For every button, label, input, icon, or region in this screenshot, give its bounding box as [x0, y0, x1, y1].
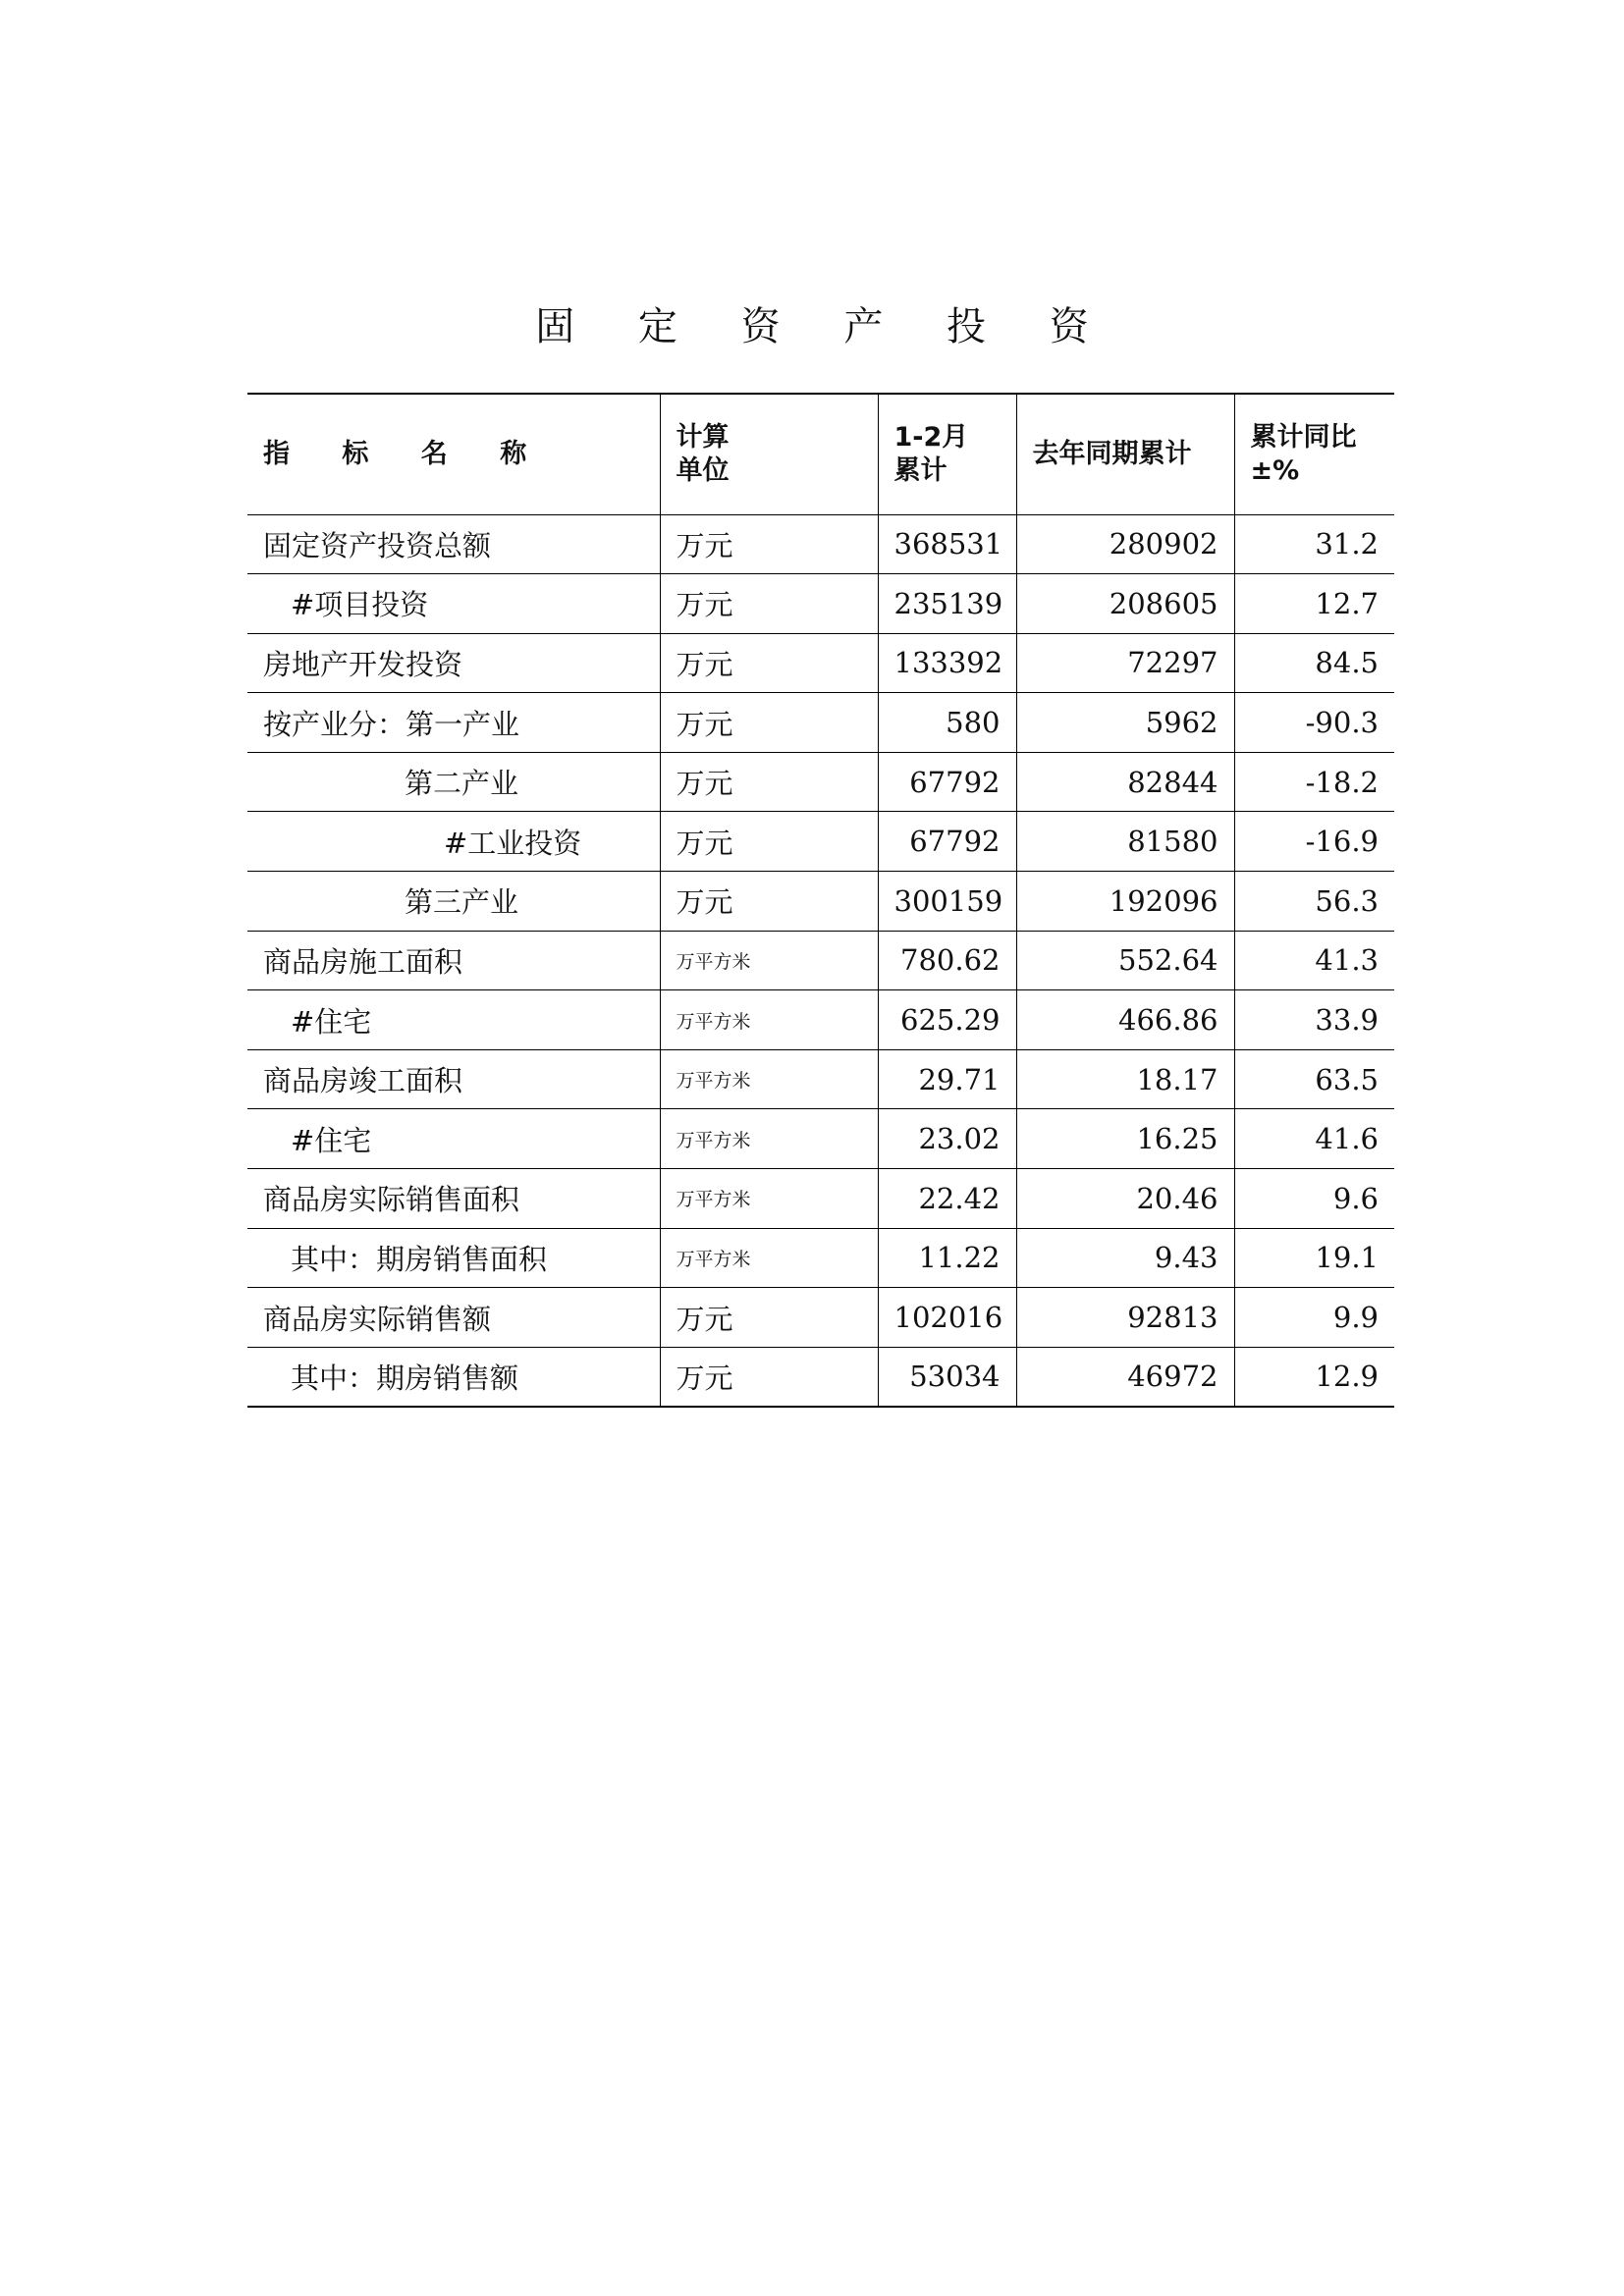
row-previous: 5962 [1016, 693, 1234, 753]
row-name: #项目投资 [247, 574, 660, 634]
row-name: 商品房施工面积 [247, 931, 660, 990]
row-change: -18.2 [1234, 752, 1394, 812]
row-change: 12.7 [1234, 574, 1394, 634]
row-current: 53034 [878, 1347, 1016, 1407]
row-current: 625.29 [878, 990, 1016, 1050]
table-row [247, 693, 1394, 753]
table-row [247, 633, 1394, 693]
row-unit: 万平方米 [660, 990, 878, 1050]
row-name: 第三产业 [247, 872, 660, 932]
row-unit: 万平方米 [660, 1228, 878, 1288]
row-current: 29.71 [878, 1049, 1016, 1109]
header-unit-line1: 计算 [676, 421, 730, 453]
row-name: 第二产业 [247, 752, 660, 812]
row-unit: 万元 [660, 1347, 878, 1407]
row-unit: 万元 [660, 812, 878, 872]
row-change: 9.6 [1234, 1169, 1394, 1229]
table-row [247, 1049, 1394, 1109]
row-previous: 46972 [1016, 1347, 1234, 1407]
row-name: 商品房实际销售面积 [247, 1169, 660, 1229]
row-change: -90.3 [1234, 693, 1394, 753]
row-change: 33.9 [1234, 990, 1394, 1050]
row-change: 41.3 [1234, 931, 1394, 990]
row-previous: 20.46 [1016, 1169, 1234, 1229]
row-current: 22.42 [878, 1169, 1016, 1229]
row-name: #工业投资 [247, 812, 660, 872]
row-previous: 466.86 [1016, 990, 1234, 1050]
row-unit: 万元 [660, 574, 878, 634]
row-change: 84.5 [1234, 633, 1394, 693]
header-unit-line2: 单位 [676, 454, 730, 486]
row-previous: 208605 [1016, 574, 1234, 634]
row-change: 19.1 [1234, 1228, 1394, 1288]
row-name: 商品房实际销售额 [247, 1288, 660, 1348]
row-unit: 万元 [660, 872, 878, 932]
row-current: 780.62 [878, 931, 1016, 990]
row-current: 23.02 [878, 1109, 1016, 1169]
table-row [247, 514, 1394, 574]
header-period [878, 394, 1016, 514]
row-current: 67792 [878, 752, 1016, 812]
row-unit: 万平方米 [660, 1049, 878, 1109]
row-name: 按产业分：第一产业 [247, 693, 660, 753]
row-previous: 192096 [1016, 872, 1234, 932]
table-row [247, 990, 1394, 1050]
table-row [247, 574, 1394, 634]
row-previous: 552.64 [1016, 931, 1234, 990]
row-previous: 81580 [1016, 812, 1234, 872]
fixed-asset-investment-table [247, 393, 1394, 1408]
row-name: 商品房竣工面积 [247, 1049, 660, 1109]
row-unit: 万平方米 [660, 1169, 878, 1229]
row-current: 11.22 [878, 1228, 1016, 1288]
row-unit: 万元 [660, 693, 878, 753]
header-indicator-name: 指 标 名 称 [247, 394, 660, 514]
row-change: 31.2 [1234, 514, 1394, 574]
header-period-line1: 1-2月 [893, 421, 969, 453]
page-title: 固 定 资 产 投 资 [535, 304, 1114, 349]
row-previous: 92813 [1016, 1288, 1234, 1348]
row-unit: 万元 [660, 633, 878, 693]
row-name: #住宅 [247, 990, 660, 1050]
table-row [247, 1109, 1394, 1169]
table-row [247, 812, 1394, 872]
row-previous: 16.25 [1016, 1109, 1234, 1169]
row-change: 63.5 [1234, 1049, 1394, 1109]
row-current: 235139 [878, 574, 1016, 634]
row-unit: 万元 [660, 1288, 878, 1348]
header-period-line2: 累计 [893, 454, 947, 486]
row-unit: 万平方米 [660, 1109, 878, 1169]
row-name: 房地产开发投资 [247, 633, 660, 693]
row-current: 368531 [878, 514, 1016, 574]
table-row [247, 1347, 1394, 1407]
row-previous: 82844 [1016, 752, 1234, 812]
row-unit: 万平方米 [660, 931, 878, 990]
row-change: 41.6 [1234, 1109, 1394, 1169]
header-change-line2: ±% [1250, 454, 1300, 486]
row-name: #住宅 [247, 1109, 660, 1169]
table-row [247, 931, 1394, 990]
row-current: 580 [878, 693, 1016, 753]
row-change: 56.3 [1234, 872, 1394, 932]
row-previous: 9.43 [1016, 1228, 1234, 1288]
table-row [247, 1228, 1394, 1288]
row-name: 其中：期房销售面积 [247, 1228, 660, 1288]
row-current: 67792 [878, 812, 1016, 872]
row-current: 133392 [878, 633, 1016, 693]
row-previous: 72297 [1016, 633, 1234, 693]
header-previous-period: 去年同期累计 [1016, 394, 1234, 514]
row-current: 300159 [878, 872, 1016, 932]
row-change: 12.9 [1234, 1347, 1394, 1407]
row-previous: 18.17 [1016, 1049, 1234, 1109]
table-row [247, 1169, 1394, 1229]
row-name: 固定资产投资总额 [247, 514, 660, 574]
row-previous: 280902 [1016, 514, 1234, 574]
row-change: -16.9 [1234, 812, 1394, 872]
header-row [247, 394, 1394, 514]
row-unit: 万元 [660, 752, 878, 812]
header-yoy-change [1234, 394, 1394, 514]
row-change: 9.9 [1234, 1288, 1394, 1348]
row-unit: 万元 [660, 514, 878, 574]
table-row [247, 872, 1394, 932]
header-change-line1: 累计同比 [1250, 421, 1357, 453]
table-row [247, 752, 1394, 812]
header-unit [660, 394, 878, 514]
row-name: 其中：期房销售额 [247, 1347, 660, 1407]
table-row [247, 1288, 1394, 1348]
row-current: 102016 [878, 1288, 1016, 1348]
